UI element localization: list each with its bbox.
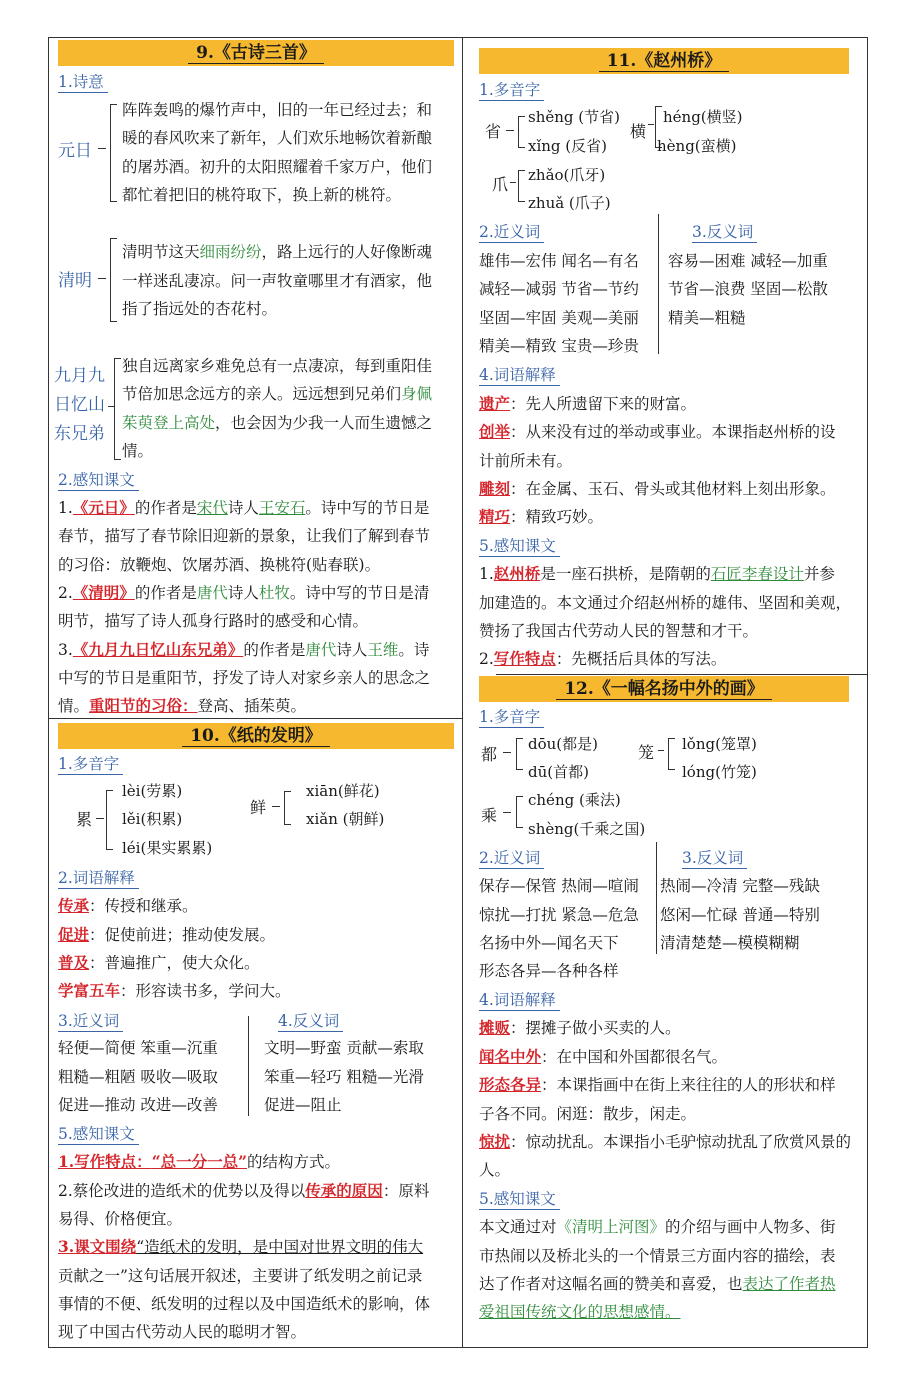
pinyin-reading: dū(首都) [528,763,589,781]
vocab-item: 学富五车：形容读书多，学问大。 [58,981,291,1000]
l11-perceive-1-line-2: 加建造的。本文通过介绍赵州桥的雄伟、坚固和美观， [479,594,852,612]
antonym-row: 热闹—冷清 完整—残缺 [660,877,820,895]
bracket [110,104,117,202]
bracket-dash [658,750,664,751]
pinyin-reading: xiǎn (朝鲜) [306,810,385,828]
poem-qingming-line-2: 一样迷乱凄凉。问一声牧童哪里才有酒家，他 [122,272,433,290]
bracket [516,738,523,770]
lesson-9-title: 9.《古诗三首》 [58,40,454,66]
l11-section-polyphone: 1.多音字 [479,80,544,101]
bracket [110,238,117,322]
poem-yuanri-line-2: 暖的春风吹来了新年，人们欢乐地畅饮着新酿 [122,129,433,147]
bracket [114,358,121,460]
l10-section-polyphone: 1.多音字 [58,754,123,775]
polyphone-char: 都 [481,745,498,764]
list-divider [248,1016,249,1116]
antonym-row: 容易—困难 减轻—加重 [668,252,828,270]
bracket [668,738,675,770]
l12-section-polyphone: 1.多音字 [479,707,544,728]
bracket-dash [503,752,511,753]
antonym-row: 文明—野蛮 贡献—索取 [264,1039,424,1057]
pinyin-reading: shěng (节省) [528,108,620,126]
vocab-item: 精巧：精致巧妙。 [479,507,604,526]
pinyin-reading: dōu(都是) [528,735,598,753]
polyphone-char: 累 [76,810,93,829]
polyphone-char: 横 [630,122,647,141]
l12-section-vocab: 4.词语解释 [479,990,560,1011]
l10-perceive-2-line-2: 易得、价格便宜。 [58,1210,183,1228]
bracket-dash [503,812,511,813]
l12-perceive-line-3: 达了作者对这幅名画的赞美和喜爱，也表达了作者热 [479,1275,836,1293]
pinyin-reading: xiān(鲜花) [306,782,380,800]
l11-section-synonyms: 2.近义词 [479,222,544,243]
antonym-row: 精美—粗糙 [668,309,746,327]
l12-section-synonyms: 2.近义词 [479,848,544,869]
vocab-item-cont: 子各不同。闲逛：散步，闲走。 [479,1105,697,1123]
l10-section-antonyms: 4.反义词 [278,1011,343,1032]
l12-perceive-line-2: 市热闹以及桥北头的一个情景三方面内容的描绘，表 [479,1247,836,1265]
poem-jiuyue-line-1: 独自远离家乡难免总有一点凄凉，每到重阳佳 [122,357,433,375]
vocab-item: 促进：促使前进；推动使发展。 [58,925,276,944]
l9-section-poem-meaning: 1.诗意 [58,72,108,93]
pinyin-reading: héng(横竖) [663,108,743,126]
l10-section-vocab: 2.词语解释 [58,868,139,889]
l9-perceive-2-line-2: 明节，描写了诗人孤身行路时的感受和心情。 [58,612,369,630]
vocab-item: 闻名中外：在中国和外国都很名气。 [479,1047,728,1066]
antonym-row: 节省—浪费 坚固—松散 [668,280,828,298]
poem-yuanri-line-3: 的屠苏酒。初升的太阳照耀着千家万户，他们 [122,158,433,176]
l10-section-perceive: 5.感知课文 [58,1124,139,1145]
bracket-dash [98,148,106,149]
bracket-dash [98,278,106,279]
poem-jiuyue-line-3: 茱萸登上高处，也会因为少我一人而生遗憾之 [122,414,433,432]
l10-perceive-3-line-4: 现了中国古代劳动人民的聪明才智。 [58,1323,307,1341]
vocab-item: 形态各异：本课指画中在街上来往往的人的形状和样 [479,1075,836,1094]
l10-perceive-2-line-1: 2.蔡伦改进的造纸术的优势以及得以传承的原因：原料 [58,1181,430,1200]
lesson-12-title: 12.《一幅名扬中外的画》 [479,676,849,702]
antonym-row: 悠闲—忙碌 普通—特别 [660,906,820,924]
synonym-row: 坚固—牢固 美观—美丽 [479,309,639,327]
poem-qingming-line-1: 清明节这天细雨纷纷，路上远行的人好像断魂 [122,243,433,261]
synonym-row: 轻便—简便 笨重—沉重 [58,1039,218,1057]
pinyin-reading: zhuǎ (爪子) [528,194,611,212]
pinyin-reading: lǒng(笼罩) [682,735,757,753]
l10-perceive-1: 1.写作特点：“总一分一总”的结构方式。 [58,1152,341,1171]
pinyin-reading: lèi(劳累) [122,782,183,800]
pinyin-reading: shèng(千乘之国) [528,820,646,838]
l10-perceive-3-line-1: 3.课文围绕“造纸术的发明，是中国对世界文明的伟大 [58,1237,424,1256]
l9-perceive-1-line-2: 春节，描写了春节除旧迎新的景象，让我们了解到春节 [58,527,431,545]
synonym-row: 精美—精致 宝贵—珍贵 [479,337,639,355]
l12-perceive-line-1: 本文通过对《清明上河图》的介绍与画中人物多、街 [479,1218,836,1236]
vocab-item: 遗产：先人所遗留下来的财富。 [479,394,697,413]
column-divider [462,37,463,1348]
polyphone-char: 笼 [638,743,655,762]
poem-qingming-line-3: 指了指远处的杏花村。 [122,300,278,318]
section-divider [496,674,868,675]
vocab-item: 惊扰：惊动扰乱。本课指小毛驴惊动扰乱了欣赏风景的 [479,1132,852,1151]
pinyin-reading: lóng(竹笼) [682,763,757,781]
l11-perceive-1-line-3: 赞扬了我国古代劳动人民的智慧和才干。 [479,622,759,640]
polyphone-char: 乘 [481,806,498,825]
l9-perceive-3-line-1: 3.《九月九日忆山东兄弟》的作者是唐代诗人王维。诗 [58,640,430,659]
l9-perceive-3-line-3: 情。重阳节的习俗：登高、插茱萸。 [58,696,307,715]
vocab-item: 普及：普遍推广，使大众化。 [58,953,260,972]
antonym-row: 清清楚楚—模模糊糊 [660,934,800,952]
synonym-row: 雄伟—宏伟 闻名—有名 [479,252,639,270]
vocab-item: 传承：传授和继承。 [58,896,198,915]
poem-label-qingming: 清明 [58,271,92,291]
list-divider [656,842,657,954]
l9-perceive-1-line-3: 的习俗：放鞭炮、饮屠苏酒、换桃符(贴春联)。 [58,556,381,574]
bracket [516,796,523,828]
synonym-row: 名扬中外—闻名天下 [479,934,619,952]
bracket [518,170,525,202]
poem-jiuyue-line-4: 情。 [122,442,154,460]
l11-perceive-1-line-1: 1.赵州桥是一座石拱桥，是隋朝的石匠李春设计并参 [479,564,835,583]
pinyin-reading: chéng (乘法) [528,791,621,809]
l10-perceive-3-line-3: 事情的不便、纸发明的过程以及中国造纸术的影响，体 [58,1295,431,1313]
synonym-row: 形态各异—各种各样 [479,962,619,980]
l9-section-perceive: 2.感知课文 [58,470,139,491]
bracket-dash [96,818,104,819]
bracket [518,116,525,148]
poem-label-yuanri: 元日 [58,141,92,161]
synonym-row: 粗糙—粗陋 吸收—吸取 [58,1068,218,1086]
lesson-10-title: 10.《纸的发明》 [58,723,454,749]
pinyin-reading: xǐng (反省) [528,137,607,155]
lesson-11-title: 11.《赵州桥》 [479,48,849,74]
polyphone-char: 爪 [492,175,509,194]
list-divider [658,214,659,354]
bracket [284,791,291,825]
antonym-row: 促进—阻止 [264,1096,342,1114]
vocab-item-cont: 人。 [479,1161,511,1179]
poem-yuanri-line-4: 都忙着把旧的桃符取下，换上新的桃符。 [122,186,402,204]
synonym-row: 减轻—减弱 节省—节约 [479,280,639,298]
bracket-dash [272,806,280,807]
poem-yuanri-line-1: 阵阵轰鸣的爆竹声中，旧的一年已经过去；和 [122,101,433,119]
pinyin-reading: léi(果实累累) [122,839,213,857]
pinyin-reading: zhǎo(爪牙) [528,166,606,184]
bracket [106,790,113,850]
vocab-item: 雕刻：在金属、玉石、骨头或其他材料上刻出形象。 [479,479,836,498]
l9-perceive-1-line-1: 1.《元日》的作者是宋代诗人王安石。诗中写的节日是 [58,498,430,517]
vocab-item: 创举：从来没有过的举动或事业。本课指赵州桥的设 [479,422,836,441]
vocab-item: 摊贩：摆摊子做小买卖的人。 [479,1018,681,1037]
l12-section-antonyms: 3.反义词 [682,848,747,869]
l12-perceive-line-4: 爱祖国传统文化的思想感情。 [479,1303,681,1321]
polyphone-char: 鲜 [250,798,267,817]
section-divider [48,718,462,719]
bracket-dash [506,130,514,131]
pinyin-reading: hèng(蛮横) [657,137,737,155]
l9-perceive-3-line-2: 中写的节日是重阳节，抒发了诗人对家乡亲人的思念之 [58,669,431,687]
bracket-dash [510,182,516,183]
l11-section-antonyms: 3.反义词 [692,222,757,243]
poem-jiuyue-line-2: 节倍加思念远方的亲人。远远想到兄弟们身佩 [122,385,433,403]
vocab-item-cont: 计前所未有。 [479,452,573,470]
pinyin-reading: lěi(积累) [122,810,183,828]
l11-perceive-2: 2.写作特点：先概括后具体的写法。 [479,649,727,668]
bracket-dash [648,124,654,125]
synonym-row: 促进—推动 改进—改善 [58,1096,218,1114]
l12-section-perceive: 5.感知课文 [479,1189,560,1210]
l9-perceive-2-line-1: 2.《清明》的作者是唐代诗人杜牧。诗中写的节日是清 [58,583,430,602]
l11-section-perceive: 5.感知课文 [479,536,560,557]
synonym-row: 保存—保管 热闹—喧闹 [479,877,639,895]
synonym-row: 惊扰—打扰 紧急—危急 [479,906,639,924]
poem-label-jiuyue: 九月九 日忆山 东兄弟 [54,366,105,444]
polyphone-char: 省 [485,122,502,141]
l10-perceive-3-line-2: 贡献之一”这句话展开叙述，主要讲了纸发明之前记录 [58,1267,423,1285]
l11-section-vocab: 4.词语解释 [479,365,560,386]
l10-section-synonyms: 3.近义词 [58,1011,123,1032]
antonym-row: 笨重—轻巧 粗糙—光滑 [264,1068,424,1086]
